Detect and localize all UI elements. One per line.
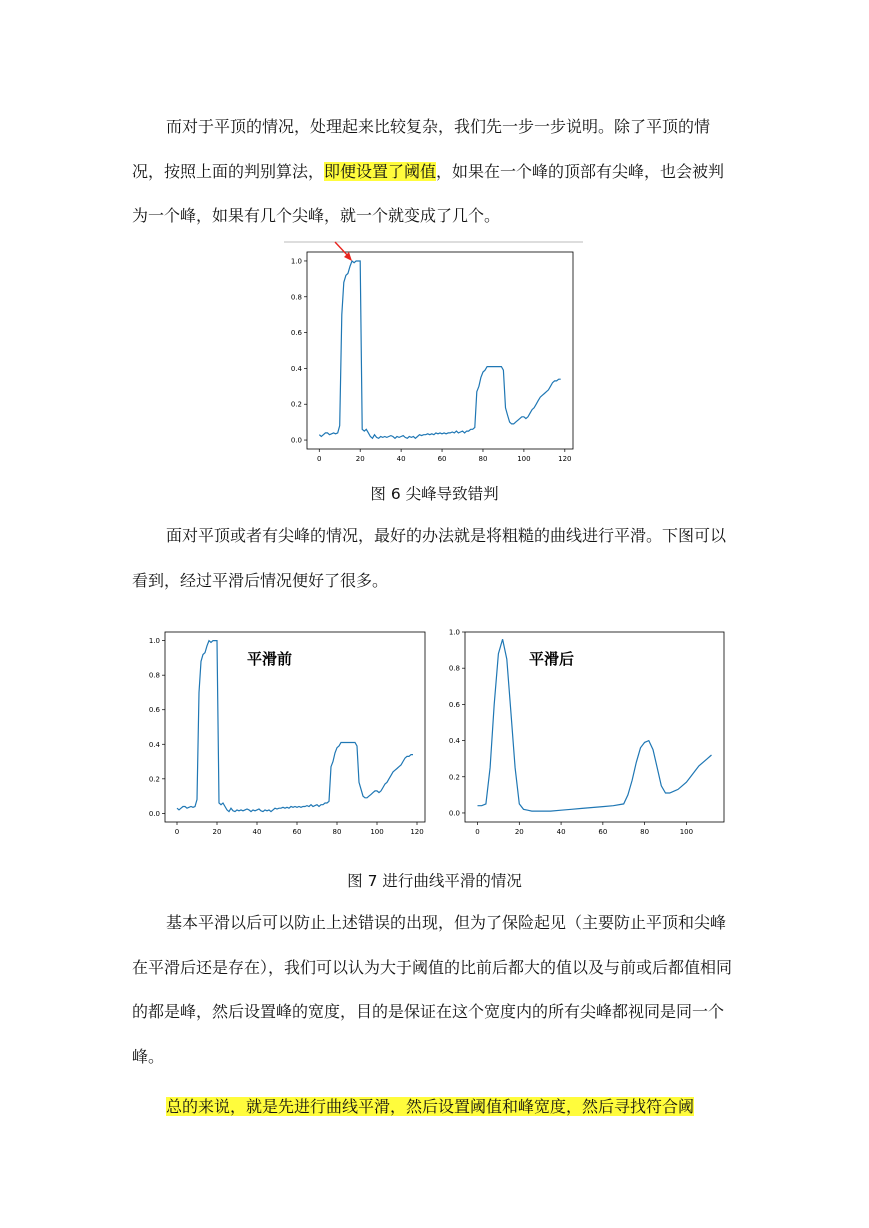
x-tick-label: 60 bbox=[292, 828, 302, 836]
x-tick-label: 100 bbox=[517, 455, 531, 463]
x-tick-label: 20 bbox=[212, 828, 222, 836]
y-tick-label: 0.2 bbox=[148, 775, 160, 784]
x-tick-label: 100 bbox=[679, 828, 694, 836]
x-tick-label: 40 bbox=[556, 828, 566, 836]
y-tick-label: 1.0 bbox=[148, 637, 160, 646]
spike-arrow bbox=[335, 242, 352, 261]
plot-title-after: 平滑后 bbox=[529, 651, 575, 668]
x-tick-label: 20 bbox=[514, 828, 524, 836]
y-tick-label: 0.6 bbox=[148, 706, 160, 715]
x-tick-label: 0 bbox=[317, 455, 322, 463]
x-tick-label: 80 bbox=[640, 828, 650, 836]
y-tick-label: 0.0 bbox=[448, 809, 460, 818]
x-tick-label: 60 bbox=[598, 828, 608, 836]
highlighted-sentence: 总的来说，就是先进行曲线平滑，然后设置阈值和峰宽度，然后寻找符合阈 bbox=[166, 1097, 695, 1116]
x-tick-label: 100 bbox=[370, 828, 384, 836]
y-tick-label: 0.8 bbox=[448, 664, 460, 673]
plot-frame bbox=[307, 252, 573, 449]
data-line bbox=[177, 641, 413, 812]
figure-7-after-chart bbox=[440, 626, 730, 838]
figure-6-chart bbox=[280, 240, 585, 468]
highlighted-phrase: 即便设置了阈值 bbox=[324, 161, 437, 181]
y-tick-label: 0.4 bbox=[290, 364, 302, 373]
figure-7-caption: 图 7 进行曲线平滑的情况 bbox=[347, 872, 522, 890]
y-tick-label: 0.2 bbox=[290, 400, 302, 409]
paragraph-1-text-b: ，如果在一个峰的顶部有尖峰，也会被判为一个峰，如果有几个尖峰，就一个就变成了几个。 bbox=[132, 161, 725, 226]
x-tick-label: 0 bbox=[174, 828, 180, 836]
x-tick-label: 80 bbox=[332, 828, 342, 836]
x-tick-label: 120 bbox=[558, 455, 572, 463]
y-tick-label: 0.2 bbox=[448, 773, 460, 782]
y-tick-label: 0.8 bbox=[290, 293, 302, 302]
paragraph-3: 基本平滑以后可以防止上述错误的出现，但为了保险起见（主要防止平顶和尖峰在平滑后还是存在），我们可以认为大于阈值的比前后都大的值以及与前或后都值相同的都是峰，然后设置峰的宽度，目的是保证在这个宽度内的所有尖峰都视同是同一个峰。 bbox=[132, 913, 733, 1066]
y-tick-label: 0.0 bbox=[290, 436, 302, 445]
y-tick-label: 0.4 bbox=[448, 737, 460, 746]
y-tick-label: 0.4 bbox=[148, 740, 160, 749]
data-line bbox=[478, 639, 712, 811]
plot-frame bbox=[165, 632, 425, 822]
plot-frame bbox=[465, 632, 724, 822]
y-tick-label: 0.6 bbox=[290, 329, 302, 338]
y-tick-label: 1.0 bbox=[290, 257, 302, 266]
x-tick-label: 20 bbox=[355, 455, 365, 463]
paragraph-1 bbox=[132, 105, 738, 239]
x-tick-label: 60 bbox=[437, 455, 447, 463]
figure-7-before-chart bbox=[140, 626, 430, 838]
x-tick-label: 120 bbox=[410, 828, 424, 836]
x-tick-label: 40 bbox=[252, 828, 262, 836]
paragraph-1-text-a: 而对于平顶的情况，处理起来比较复杂，我们先一步一步说明。除了平顶的情况，按照上面的判别算法， bbox=[132, 117, 711, 181]
y-tick-label: 0.8 bbox=[148, 671, 160, 680]
y-tick-label: 0.0 bbox=[148, 809, 160, 818]
y-tick-label: 0.6 bbox=[448, 700, 460, 709]
figure-6-caption: 图 6 尖峰导致错判 bbox=[370, 485, 499, 503]
x-tick-label: 40 bbox=[396, 455, 406, 463]
data-line bbox=[319, 261, 560, 438]
paragraph-4 bbox=[132, 1085, 738, 1130]
plot-title-before: 平滑前 bbox=[247, 651, 293, 668]
x-tick-label: 0 bbox=[475, 828, 480, 836]
y-tick-label: 1.0 bbox=[448, 628, 460, 637]
paragraph-2: 面对平顶或者有尖峰的情况，最好的办法就是将粗糙的曲线进行平滑。下图可以看到，经过平滑后情况便好了很多。 bbox=[132, 526, 727, 590]
x-tick-label: 80 bbox=[478, 455, 488, 463]
